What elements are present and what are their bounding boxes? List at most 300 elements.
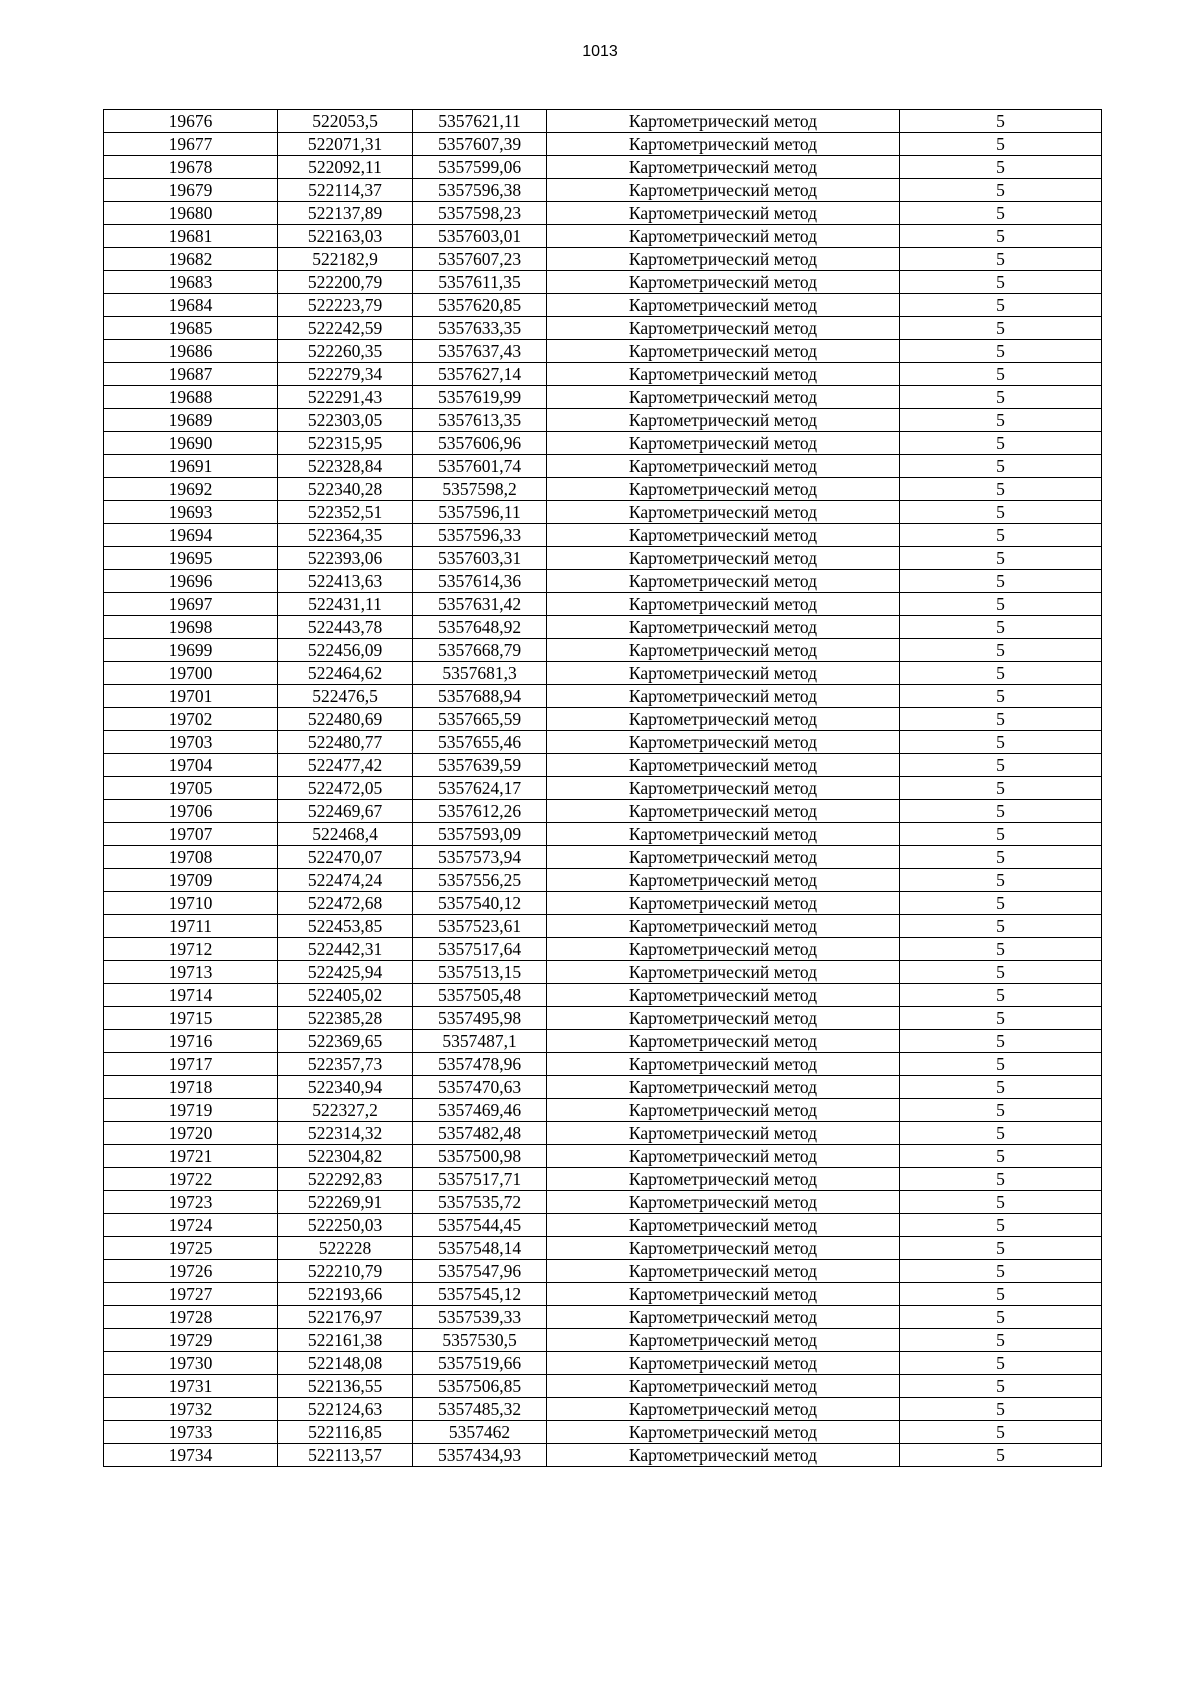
accuracy-cell: 5 (900, 294, 1102, 317)
table-row (104, 731, 1102, 754)
accuracy-cell: 5 (900, 777, 1102, 800)
x-coordinate-cell: 522405,02 (278, 984, 413, 1007)
accuracy-cell: 5 (900, 1237, 1102, 1260)
y-coordinate-cell: 5357607,23 (413, 248, 547, 271)
x-coordinate-cell: 522369,65 (278, 1030, 413, 1053)
point-number-cell: 19680 (104, 202, 278, 225)
y-coordinate-cell: 5357607,39 (413, 133, 547, 156)
point-number-cell: 19706 (104, 800, 278, 823)
x-coordinate-cell: 522303,05 (278, 409, 413, 432)
y-coordinate-cell: 5357548,14 (413, 1237, 547, 1260)
accuracy-cell: 5 (900, 432, 1102, 455)
y-coordinate-cell: 5357540,12 (413, 892, 547, 915)
accuracy-cell: 5 (900, 754, 1102, 777)
x-coordinate-cell: 522269,91 (278, 1191, 413, 1214)
accuracy-cell: 5 (900, 1076, 1102, 1099)
table-row (104, 708, 1102, 731)
x-coordinate-cell: 522357,73 (278, 1053, 413, 1076)
table-row (104, 869, 1102, 892)
accuracy-cell: 5 (900, 478, 1102, 501)
x-coordinate-cell: 522250,03 (278, 1214, 413, 1237)
table-row (104, 846, 1102, 869)
point-number-cell: 19726 (104, 1260, 278, 1283)
accuracy-cell: 5 (900, 593, 1102, 616)
method-cell: Картометрический метод (547, 593, 900, 616)
table-row (104, 225, 1102, 248)
accuracy-cell: 5 (900, 892, 1102, 915)
accuracy-cell: 5 (900, 708, 1102, 731)
y-coordinate-cell: 5357631,42 (413, 593, 547, 616)
x-coordinate-cell: 522176,97 (278, 1306, 413, 1329)
x-coordinate-cell: 522148,08 (278, 1352, 413, 1375)
x-coordinate-cell: 522228 (278, 1237, 413, 1260)
point-number-cell: 19682 (104, 248, 278, 271)
y-coordinate-cell: 5357614,36 (413, 570, 547, 593)
y-coordinate-cell: 5357544,45 (413, 1214, 547, 1237)
method-cell: Картометрический метод (547, 570, 900, 593)
table-row (104, 570, 1102, 593)
x-coordinate-cell: 522242,59 (278, 317, 413, 340)
table-row (104, 1306, 1102, 1329)
table-row (104, 1053, 1102, 1076)
method-cell: Картометрический метод (547, 1352, 900, 1375)
x-coordinate-cell: 522327,2 (278, 1099, 413, 1122)
table-row (104, 823, 1102, 846)
x-coordinate-cell: 522053,5 (278, 110, 413, 133)
point-number-cell: 19734 (104, 1444, 278, 1467)
method-cell: Картометрический метод (547, 225, 900, 248)
point-number-cell: 19719 (104, 1099, 278, 1122)
x-coordinate-cell: 522352,51 (278, 501, 413, 524)
table-row (104, 455, 1102, 478)
y-coordinate-cell: 5357603,01 (413, 225, 547, 248)
accuracy-cell: 5 (900, 340, 1102, 363)
accuracy-cell: 5 (900, 1145, 1102, 1168)
accuracy-cell: 5 (900, 685, 1102, 708)
y-coordinate-cell: 5357539,33 (413, 1306, 547, 1329)
x-coordinate-cell: 522279,34 (278, 363, 413, 386)
point-number-cell: 19727 (104, 1283, 278, 1306)
table-row (104, 984, 1102, 1007)
method-cell: Картометрический метод (547, 179, 900, 202)
table-row (104, 248, 1102, 271)
method-cell: Картометрический метод (547, 1007, 900, 1030)
point-number-cell: 19686 (104, 340, 278, 363)
table-row (104, 892, 1102, 915)
table-row (104, 1099, 1102, 1122)
y-coordinate-cell: 5357648,92 (413, 616, 547, 639)
table-row (104, 1398, 1102, 1421)
method-cell: Картометрический метод (547, 110, 900, 133)
accuracy-cell: 5 (900, 1352, 1102, 1375)
accuracy-cell: 5 (900, 1122, 1102, 1145)
table-row (104, 915, 1102, 938)
y-coordinate-cell: 5357627,14 (413, 363, 547, 386)
x-coordinate-cell: 522393,06 (278, 547, 413, 570)
y-coordinate-cell: 5357637,43 (413, 340, 547, 363)
method-cell: Картометрический метод (547, 1444, 900, 1467)
table-row (104, 662, 1102, 685)
point-number-cell: 19714 (104, 984, 278, 1007)
x-coordinate-cell: 522200,79 (278, 271, 413, 294)
method-cell: Картометрический метод (547, 1260, 900, 1283)
table-row (104, 1329, 1102, 1352)
point-number-cell: 19679 (104, 179, 278, 202)
accuracy-cell: 5 (900, 317, 1102, 340)
y-coordinate-cell: 5357573,94 (413, 846, 547, 869)
point-number-cell: 19688 (104, 386, 278, 409)
table-row (104, 179, 1102, 202)
method-cell: Картометрический метод (547, 478, 900, 501)
accuracy-cell: 5 (900, 1283, 1102, 1306)
method-cell: Картометрический метод (547, 938, 900, 961)
x-coordinate-cell: 522472,68 (278, 892, 413, 915)
y-coordinate-cell: 5357593,09 (413, 823, 547, 846)
x-coordinate-cell: 522315,95 (278, 432, 413, 455)
y-coordinate-cell: 5357596,11 (413, 501, 547, 524)
method-cell: Картометрический метод (547, 708, 900, 731)
table-row (104, 547, 1102, 570)
table-row (104, 133, 1102, 156)
accuracy-cell: 5 (900, 662, 1102, 685)
accuracy-cell: 5 (900, 731, 1102, 754)
table-row (104, 1375, 1102, 1398)
method-cell: Картометрический метод (547, 133, 900, 156)
table-row (104, 386, 1102, 409)
x-coordinate-cell: 522137,89 (278, 202, 413, 225)
accuracy-cell: 5 (900, 524, 1102, 547)
y-coordinate-cell: 5357506,85 (413, 1375, 547, 1398)
coordinates-table-body (104, 110, 1102, 1467)
accuracy-cell: 5 (900, 1007, 1102, 1030)
table-row (104, 593, 1102, 616)
table-row (104, 1145, 1102, 1168)
method-cell: Картометрический метод (547, 846, 900, 869)
point-number-cell: 19724 (104, 1214, 278, 1237)
table-row (104, 409, 1102, 432)
x-coordinate-cell: 522116,85 (278, 1421, 413, 1444)
accuracy-cell: 5 (900, 915, 1102, 938)
coordinates-table (103, 109, 1102, 1467)
method-cell: Картометрический метод (547, 1237, 900, 1260)
y-coordinate-cell: 5357681,3 (413, 662, 547, 685)
method-cell: Картометрический метод (547, 731, 900, 754)
x-coordinate-cell: 522340,28 (278, 478, 413, 501)
point-number-cell: 19721 (104, 1145, 278, 1168)
table-row (104, 800, 1102, 823)
accuracy-cell: 5 (900, 1329, 1102, 1352)
method-cell: Картометрический метод (547, 386, 900, 409)
accuracy-cell: 5 (900, 156, 1102, 179)
x-coordinate-cell: 522474,24 (278, 869, 413, 892)
method-cell: Картометрический метод (547, 754, 900, 777)
point-number-cell: 19713 (104, 961, 278, 984)
method-cell: Картометрический метод (547, 455, 900, 478)
point-number-cell: 19695 (104, 547, 278, 570)
method-cell: Картометрический метод (547, 432, 900, 455)
method-cell: Картометрический метод (547, 248, 900, 271)
table-row (104, 1237, 1102, 1260)
table-row (104, 938, 1102, 961)
x-coordinate-cell: 522431,11 (278, 593, 413, 616)
table-row (104, 1260, 1102, 1283)
point-number-cell: 19704 (104, 754, 278, 777)
x-coordinate-cell: 522182,9 (278, 248, 413, 271)
accuracy-cell: 5 (900, 938, 1102, 961)
accuracy-cell: 5 (900, 386, 1102, 409)
accuracy-cell: 5 (900, 823, 1102, 846)
method-cell: Картометрический метод (547, 363, 900, 386)
accuracy-cell: 5 (900, 1444, 1102, 1467)
point-number-cell: 19723 (104, 1191, 278, 1214)
accuracy-cell: 5 (900, 409, 1102, 432)
accuracy-cell: 5 (900, 179, 1102, 202)
accuracy-cell: 5 (900, 133, 1102, 156)
accuracy-cell: 5 (900, 570, 1102, 593)
method-cell: Картометрический метод (547, 1030, 900, 1053)
y-coordinate-cell: 5357619,99 (413, 386, 547, 409)
table-row (104, 961, 1102, 984)
x-coordinate-cell: 522223,79 (278, 294, 413, 317)
y-coordinate-cell: 5357519,66 (413, 1352, 547, 1375)
accuracy-cell: 5 (900, 1214, 1102, 1237)
point-number-cell: 19729 (104, 1329, 278, 1352)
accuracy-cell: 5 (900, 1398, 1102, 1421)
x-coordinate-cell: 522071,31 (278, 133, 413, 156)
point-number-cell: 19698 (104, 616, 278, 639)
point-number-cell: 19692 (104, 478, 278, 501)
x-coordinate-cell: 522442,31 (278, 938, 413, 961)
point-number-cell: 19684 (104, 294, 278, 317)
method-cell: Картометрический метод (547, 1329, 900, 1352)
method-cell: Картометрический метод (547, 317, 900, 340)
accuracy-cell: 5 (900, 1191, 1102, 1214)
method-cell: Картометрический метод (547, 294, 900, 317)
method-cell: Картометрический метод (547, 409, 900, 432)
accuracy-cell: 5 (900, 800, 1102, 823)
y-coordinate-cell: 5357601,74 (413, 455, 547, 478)
method-cell: Картометрический метод (547, 639, 900, 662)
table-row (104, 432, 1102, 455)
method-cell: Картометрический метод (547, 961, 900, 984)
y-coordinate-cell: 5357621,11 (413, 110, 547, 133)
y-coordinate-cell: 5357434,93 (413, 1444, 547, 1467)
point-number-cell: 19716 (104, 1030, 278, 1053)
point-number-cell: 19717 (104, 1053, 278, 1076)
y-coordinate-cell: 5357624,17 (413, 777, 547, 800)
method-cell: Картометрический метод (547, 1145, 900, 1168)
y-coordinate-cell: 5357535,72 (413, 1191, 547, 1214)
x-coordinate-cell: 522469,67 (278, 800, 413, 823)
accuracy-cell: 5 (900, 1260, 1102, 1283)
method-cell: Картометрический метод (547, 271, 900, 294)
x-coordinate-cell: 522364,35 (278, 524, 413, 547)
accuracy-cell: 5 (900, 616, 1102, 639)
method-cell: Картометрический метод (547, 1421, 900, 1444)
y-coordinate-cell: 5357688,94 (413, 685, 547, 708)
table-row (104, 271, 1102, 294)
accuracy-cell: 5 (900, 1421, 1102, 1444)
accuracy-cell: 5 (900, 846, 1102, 869)
point-number-cell: 19693 (104, 501, 278, 524)
table-row (104, 1283, 1102, 1306)
y-coordinate-cell: 5357665,59 (413, 708, 547, 731)
method-cell: Картометрический метод (547, 1099, 900, 1122)
accuracy-cell: 5 (900, 1030, 1102, 1053)
x-coordinate-cell: 522314,32 (278, 1122, 413, 1145)
x-coordinate-cell: 522385,28 (278, 1007, 413, 1030)
table-row (104, 754, 1102, 777)
accuracy-cell: 5 (900, 110, 1102, 133)
method-cell: Картометрический метод (547, 524, 900, 547)
x-coordinate-cell: 522210,79 (278, 1260, 413, 1283)
y-coordinate-cell: 5357505,48 (413, 984, 547, 1007)
y-coordinate-cell: 5357470,63 (413, 1076, 547, 1099)
y-coordinate-cell: 5357482,48 (413, 1122, 547, 1145)
point-number-cell: 19690 (104, 432, 278, 455)
point-number-cell: 19712 (104, 938, 278, 961)
method-cell: Картометрический метод (547, 984, 900, 1007)
table-row (104, 1421, 1102, 1444)
table-row (104, 685, 1102, 708)
accuracy-cell: 5 (900, 501, 1102, 524)
table-row (104, 340, 1102, 363)
accuracy-cell: 5 (900, 225, 1102, 248)
x-coordinate-cell: 522425,94 (278, 961, 413, 984)
y-coordinate-cell: 5357545,12 (413, 1283, 547, 1306)
accuracy-cell: 5 (900, 248, 1102, 271)
y-coordinate-cell: 5357599,06 (413, 156, 547, 179)
method-cell: Картометрический метод (547, 547, 900, 570)
accuracy-cell: 5 (900, 961, 1102, 984)
table-row (104, 478, 1102, 501)
method-cell: Картометрический метод (547, 1398, 900, 1421)
x-coordinate-cell: 522292,83 (278, 1168, 413, 1191)
point-number-cell: 19710 (104, 892, 278, 915)
y-coordinate-cell: 5357598,23 (413, 202, 547, 225)
y-coordinate-cell: 5357613,35 (413, 409, 547, 432)
table-row (104, 294, 1102, 317)
y-coordinate-cell: 5357517,64 (413, 938, 547, 961)
x-coordinate-cell: 522260,35 (278, 340, 413, 363)
page-number: 1013 (582, 43, 618, 60)
y-coordinate-cell: 5357500,98 (413, 1145, 547, 1168)
point-number-cell: 19678 (104, 156, 278, 179)
point-number-cell: 19709 (104, 869, 278, 892)
accuracy-cell: 5 (900, 639, 1102, 662)
method-cell: Картометрический метод (547, 1191, 900, 1214)
table-row (104, 501, 1102, 524)
method-cell: Картометрический метод (547, 616, 900, 639)
point-number-cell: 19722 (104, 1168, 278, 1191)
accuracy-cell: 5 (900, 202, 1102, 225)
y-coordinate-cell: 5357668,79 (413, 639, 547, 662)
point-number-cell: 19731 (104, 1375, 278, 1398)
accuracy-cell: 5 (900, 1099, 1102, 1122)
y-coordinate-cell: 5357462 (413, 1421, 547, 1444)
y-coordinate-cell: 5357612,26 (413, 800, 547, 823)
y-coordinate-cell: 5357620,85 (413, 294, 547, 317)
table-row (104, 639, 1102, 662)
accuracy-cell: 5 (900, 1053, 1102, 1076)
y-coordinate-cell: 5357556,25 (413, 869, 547, 892)
table-row (104, 1030, 1102, 1053)
y-coordinate-cell: 5357611,35 (413, 271, 547, 294)
point-number-cell: 19689 (104, 409, 278, 432)
accuracy-cell: 5 (900, 1375, 1102, 1398)
point-number-cell: 19697 (104, 593, 278, 616)
method-cell: Картометрический метод (547, 662, 900, 685)
y-coordinate-cell: 5357603,31 (413, 547, 547, 570)
x-coordinate-cell: 522124,63 (278, 1398, 413, 1421)
y-coordinate-cell: 5357517,71 (413, 1168, 547, 1191)
y-coordinate-cell: 5357639,59 (413, 754, 547, 777)
accuracy-cell: 5 (900, 1306, 1102, 1329)
method-cell: Картометрический метод (547, 1306, 900, 1329)
table-row (104, 524, 1102, 547)
y-coordinate-cell: 5357523,61 (413, 915, 547, 938)
x-coordinate-cell: 522304,82 (278, 1145, 413, 1168)
method-cell: Картометрический метод (547, 915, 900, 938)
point-number-cell: 19677 (104, 133, 278, 156)
point-number-cell: 19685 (104, 317, 278, 340)
point-number-cell: 19705 (104, 777, 278, 800)
y-coordinate-cell: 5357633,35 (413, 317, 547, 340)
x-coordinate-cell: 522328,84 (278, 455, 413, 478)
x-coordinate-cell: 522480,77 (278, 731, 413, 754)
table-row (104, 616, 1102, 639)
x-coordinate-cell: 522443,78 (278, 616, 413, 639)
y-coordinate-cell: 5357478,96 (413, 1053, 547, 1076)
point-number-cell: 19700 (104, 662, 278, 685)
point-number-cell: 19683 (104, 271, 278, 294)
point-number-cell: 19707 (104, 823, 278, 846)
method-cell: Картометрический метод (547, 156, 900, 179)
point-number-cell: 19694 (104, 524, 278, 547)
method-cell: Картометрический метод (547, 501, 900, 524)
point-number-cell: 19730 (104, 1352, 278, 1375)
x-coordinate-cell: 522340,94 (278, 1076, 413, 1099)
point-number-cell: 19725 (104, 1237, 278, 1260)
method-cell: Картометрический метод (547, 892, 900, 915)
table-row (104, 1122, 1102, 1145)
y-coordinate-cell: 5357606,96 (413, 432, 547, 455)
point-number-cell: 19703 (104, 731, 278, 754)
method-cell: Картометрический метод (547, 777, 900, 800)
x-coordinate-cell: 522470,07 (278, 846, 413, 869)
method-cell: Картометрический метод (547, 202, 900, 225)
y-coordinate-cell: 5357469,46 (413, 1099, 547, 1122)
x-coordinate-cell: 522161,38 (278, 1329, 413, 1352)
x-coordinate-cell: 522114,37 (278, 179, 413, 202)
x-coordinate-cell: 522092,11 (278, 156, 413, 179)
method-cell: Картометрический метод (547, 685, 900, 708)
point-number-cell: 19691 (104, 455, 278, 478)
accuracy-cell: 5 (900, 363, 1102, 386)
y-coordinate-cell: 5357487,1 (413, 1030, 547, 1053)
point-number-cell: 19687 (104, 363, 278, 386)
table-row (104, 1168, 1102, 1191)
x-coordinate-cell: 522113,57 (278, 1444, 413, 1467)
x-coordinate-cell: 522453,85 (278, 915, 413, 938)
point-number-cell: 19708 (104, 846, 278, 869)
y-coordinate-cell: 5357547,96 (413, 1260, 547, 1283)
point-number-cell: 19728 (104, 1306, 278, 1329)
y-coordinate-cell: 5357596,33 (413, 524, 547, 547)
x-coordinate-cell: 522480,69 (278, 708, 413, 731)
x-coordinate-cell: 522456,09 (278, 639, 413, 662)
method-cell: Картометрический метод (547, 1122, 900, 1145)
